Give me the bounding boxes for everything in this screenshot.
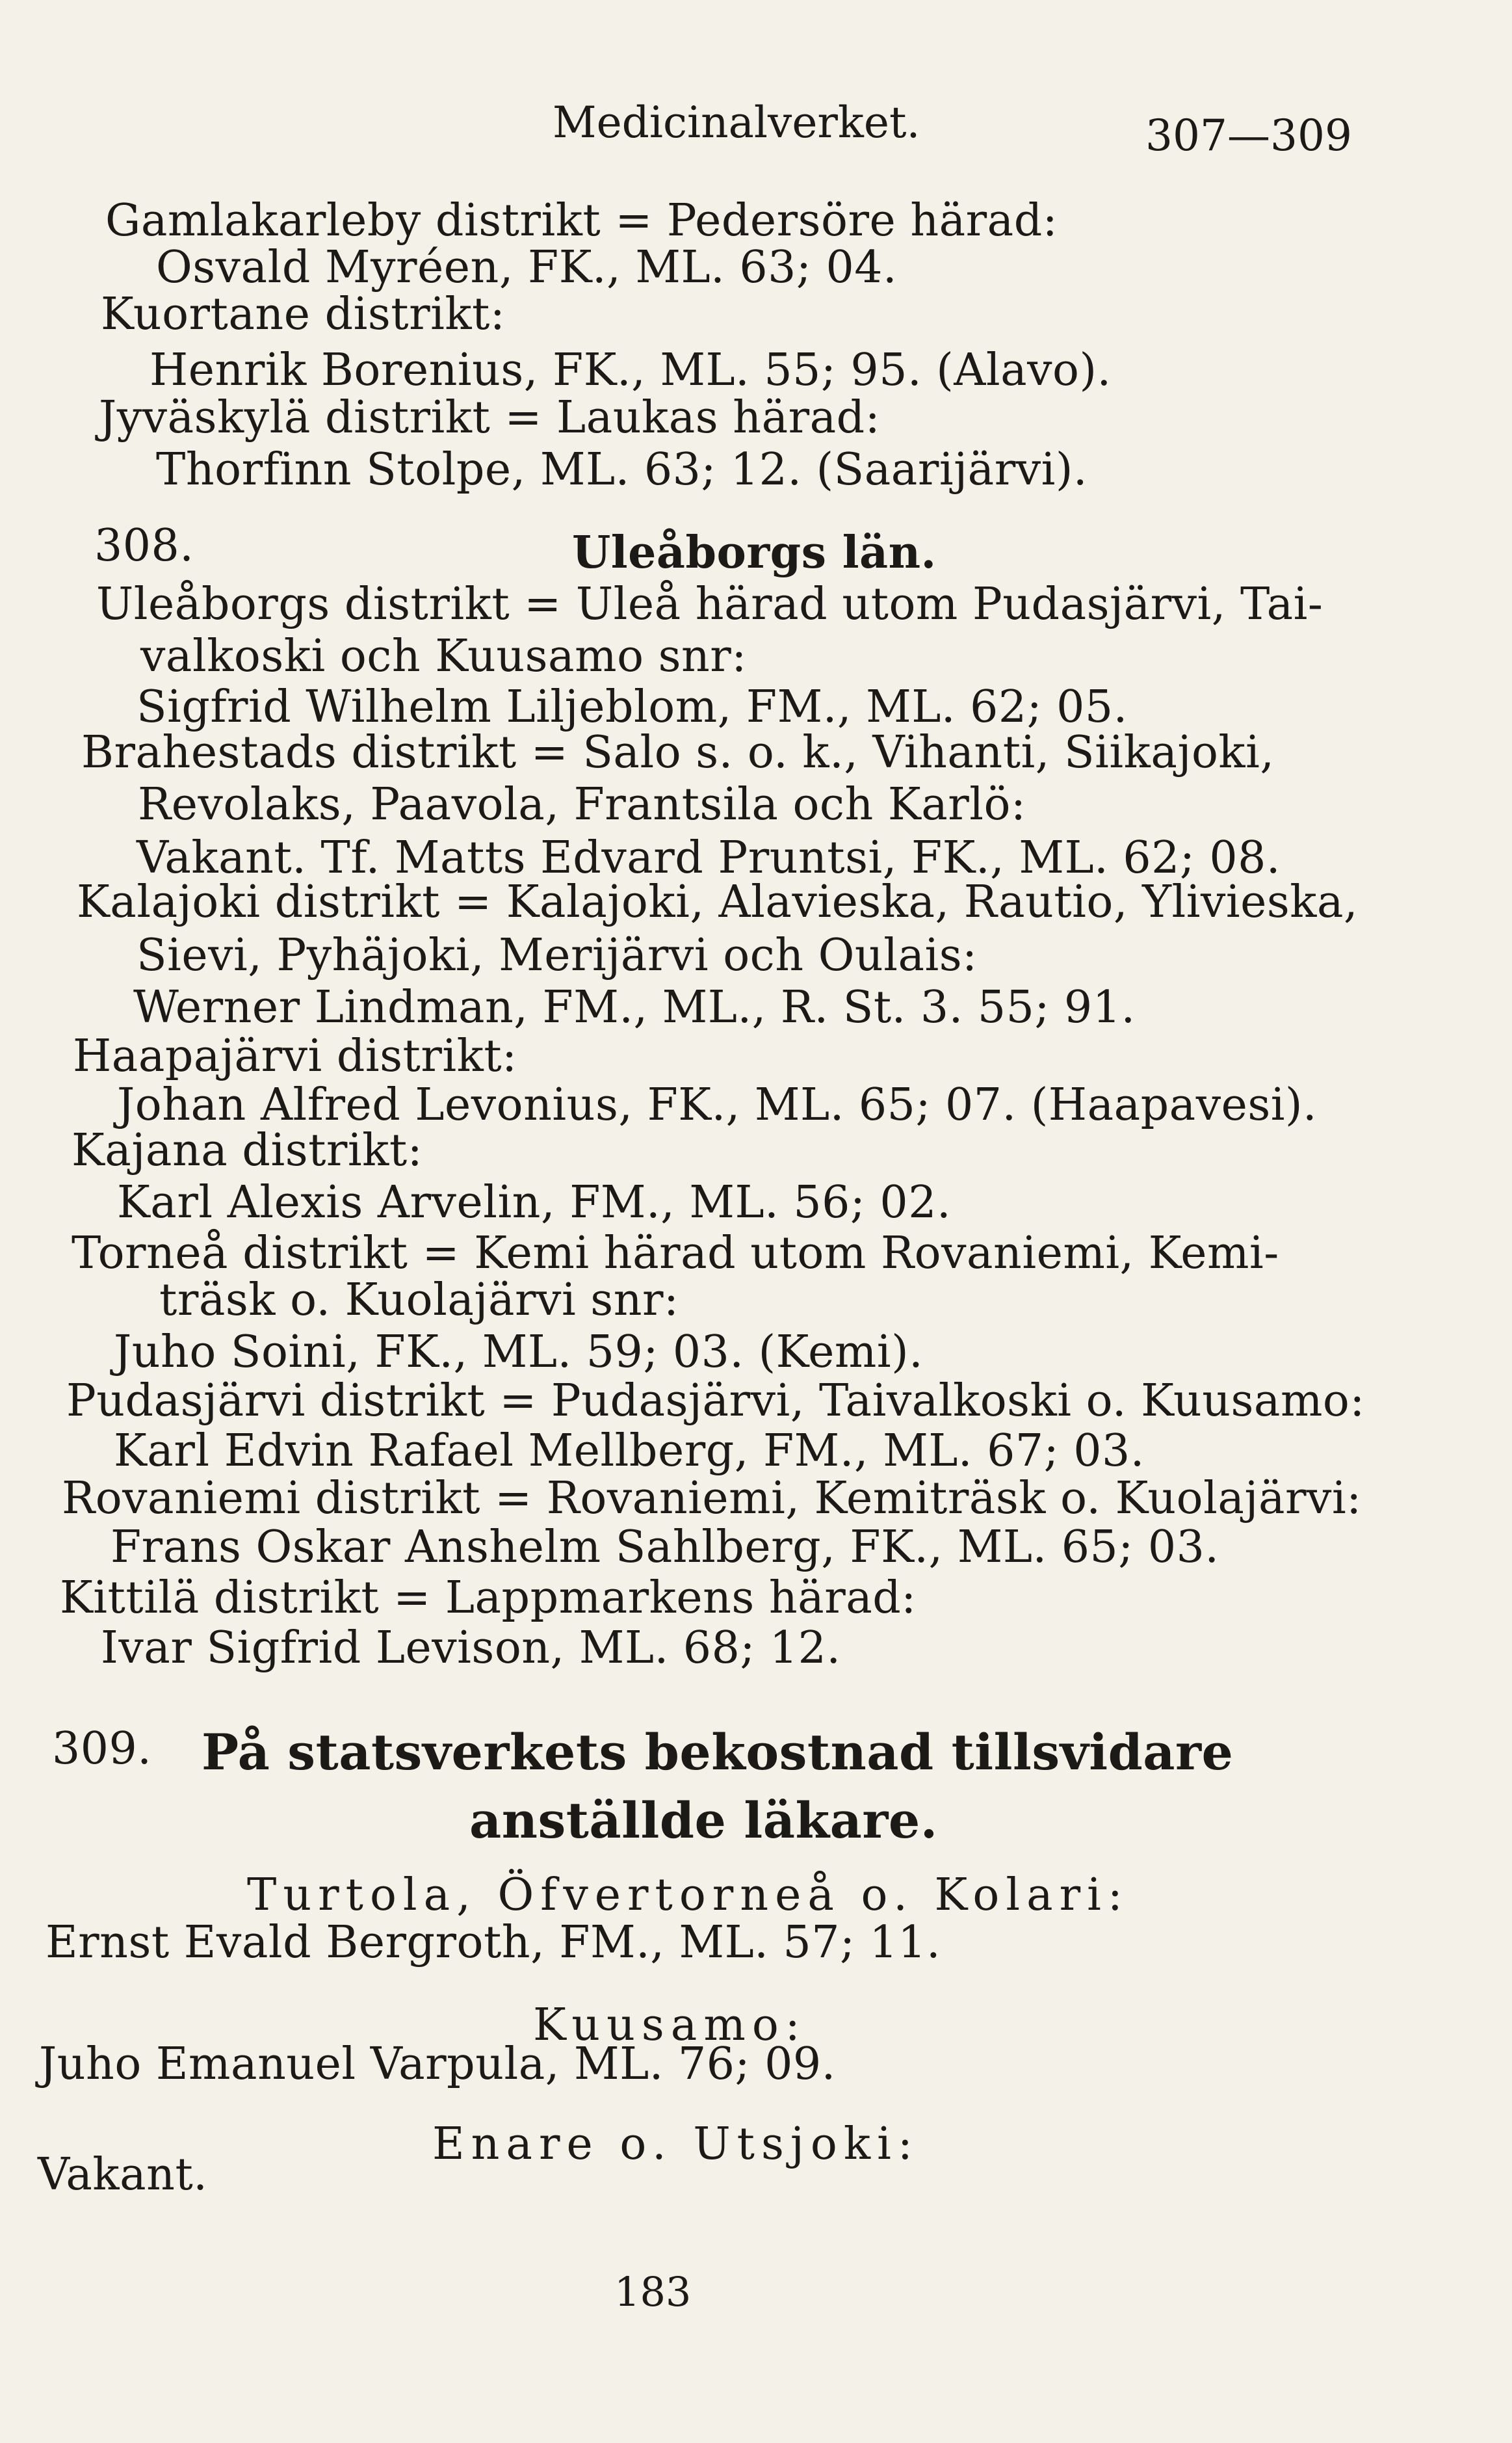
text-line: Vakant. Tf. Matts Edvard Pruntsi, FK., ML. 62; 08.	[137, 832, 1281, 884]
section-number: 308.	[94, 520, 194, 572]
section-heading: På statsverkets bekostnad tillsvidare	[202, 1723, 1234, 1781]
text-line: Thorfinn Stolpe, ML. 63; 12. (Saarijärvi).	[156, 444, 1088, 495]
page-number: 183	[614, 2268, 692, 2316]
text-line: träsk o. Kuolajärvi snr:	[159, 1274, 679, 1326]
place-heading: Kuusamo:	[533, 2000, 807, 2051]
text-line: Torneå distrikt = Kemi härad utom Rovaniemi, Kemi-	[72, 1228, 1279, 1279]
text-line: Juho Emanuel Varpula, ML. 76; 09.	[39, 2039, 836, 2090]
text-line: Henrik Borenius, FK., ML. 55; 95. (Alavo).	[150, 345, 1112, 396]
text-line: Jyväskylä distrikt = Laukas härad:	[99, 392, 881, 443]
text-line: Brahestads distrikt = Salo s. o. k., Vihanti, Siikajoki,	[81, 727, 1275, 778]
text-line: Werner Lindman, FM., ML., R. St. 3. 55; 91.	[133, 982, 1136, 1033]
text-line: Revolaks, Paavola, Frantsila och Karlö:	[138, 779, 1026, 830]
text-line: Sigfrid Wilhelm Liljeblom, FM., ML. 62; 05.	[137, 681, 1128, 733]
text-line: Sievi, Pyhäjoki, Merijärvi och Oulais:	[137, 930, 978, 981]
place-heading: Enare o. Utsjoki:	[432, 2119, 919, 2170]
text-line: Ivar Sigfrid Levison, ML. 68; 12.	[101, 1622, 841, 1674]
text-line: Vakant.	[38, 2149, 208, 2200]
section-heading: Uleåborgs län.	[572, 527, 937, 579]
text-line: Pudasjärvi distrikt = Pudasjärvi, Taivalkoski o. Kuusamo:	[66, 1375, 1365, 1427]
text-line: Kuortane distrikt:	[101, 289, 506, 340]
page-range: 307—309	[1145, 111, 1352, 161]
text-line: Haapajärvi distrikt:	[73, 1031, 517, 1082]
text-line: Rovaniemi distrikt = Rovaniemi, Kemiträsk o. Kuolajärvi:	[62, 1473, 1362, 1524]
running-title: Medicinalverket.	[553, 98, 920, 148]
text-line: Kalajoki distrikt = Kalajoki, Alavieska, Rautio, Ylivieska,	[77, 877, 1359, 928]
section-number: 309.	[52, 1723, 152, 1775]
text-line: Karl Alexis Arvelin, FM., ML. 56; 02.	[117, 1177, 952, 1228]
text-line: Uleåborgs distrikt = Uleå härad utom Pudasjärvi, Tai-	[96, 579, 1323, 630]
text-line: valkoski och Kuusamo snr:	[140, 631, 747, 682]
place-heading: Turtola, Öfvertorneå o. Kolari:	[247, 1869, 1129, 1921]
text-line: Kittilä distrikt = Lappmarkens härad:	[60, 1572, 917, 1624]
text-line: Ernst Evald Bergroth, FM., ML. 57; 11.	[46, 1917, 941, 1968]
text-line: Gamlakarleby distrikt = Pedersöre härad:	[105, 195, 1058, 246]
text-line: Osvald Myréen, FK., ML. 63; 04.	[156, 242, 898, 293]
text-line: Karl Edvin Rafael Mellberg, FM., ML. 67; 03.	[114, 1425, 1145, 1477]
section-heading-continued: anställde läkare.	[469, 1791, 938, 1849]
text-line: Frans Oskar Anshelm Sahlberg, FK., ML. 65; 03.	[111, 1522, 1219, 1573]
text-line: Kajana distrikt:	[72, 1125, 423, 1176]
text-line: Juho Soini, FK., ML. 59; 03. (Kemi).	[114, 1327, 924, 1378]
text-line: Johan Alfred Levonius, FK., ML. 65; 07. (Haapavesi).	[117, 1079, 1318, 1131]
